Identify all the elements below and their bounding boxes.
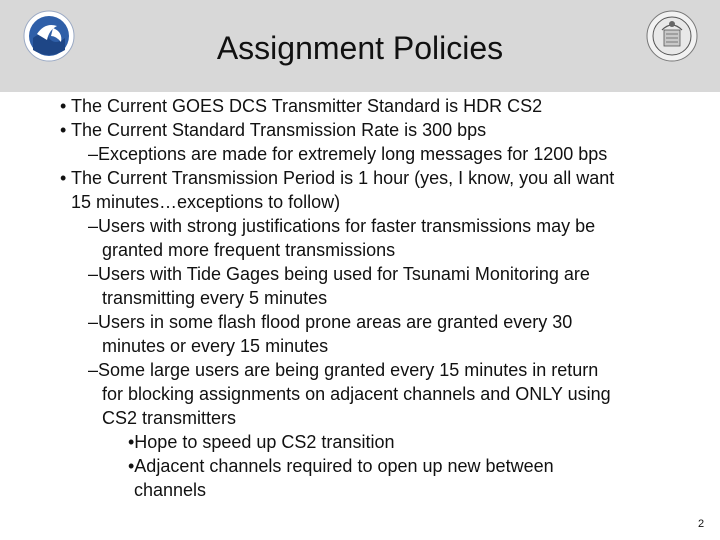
bullet-line: • The Current GOES DCS Transmitter Standard is HDR CS2 [60, 96, 543, 116]
page-number: 2 [698, 518, 705, 530]
sub-bullet-line: –Some large users are being granted every 15 minutes in return [88, 360, 599, 380]
sub-bullet-continuation-line: minutes or every 15 minutes [102, 336, 329, 356]
slide-body [56, 94, 706, 502]
bullet-line: • The Current Standard Transmission Rate is 300 bps [60, 120, 487, 140]
bullet-continuation-line: 15 minutes…exceptions to follow) [71, 192, 341, 212]
department-of-commerce-seal-icon [646, 10, 698, 62]
slide-title: Assignment Policies [216, 30, 504, 66]
sub-bullet-line: –Users in some flash flood prone areas are granted every 30 [88, 312, 573, 332]
sub-bullet-continuation-line: CS2 transmitters [102, 408, 237, 428]
title-bar [0, 0, 720, 92]
bullet-line: • The Current Transmission Period is 1 hour (yes, I know, you all want [60, 168, 615, 188]
sub-bullet-continuation-line: for blocking assignments on adjacent channels and ONLY using [102, 384, 611, 404]
sub-bullet-continuation-line: granted more frequent transmissions [102, 240, 396, 260]
sub-sub-bullet-continuation-line: channels [134, 480, 207, 500]
sub-bullet-continuation-line: transmitting every 5 minutes [102, 288, 328, 308]
sub-sub-bullet-line: •Adjacent channels required to open up new between [128, 456, 554, 476]
sub-bullet-line: –Exceptions are made for extremely long messages for 1200 bps [88, 144, 608, 164]
sub-sub-bullet-line: •Hope to speed up CS2 transition [128, 432, 395, 452]
sub-bullet-line: –Users with strong justifications for faster transmissions may be [88, 216, 596, 236]
sub-bullet-line: –Users with Tide Gages being used for Tsunami Monitoring are [88, 264, 590, 284]
